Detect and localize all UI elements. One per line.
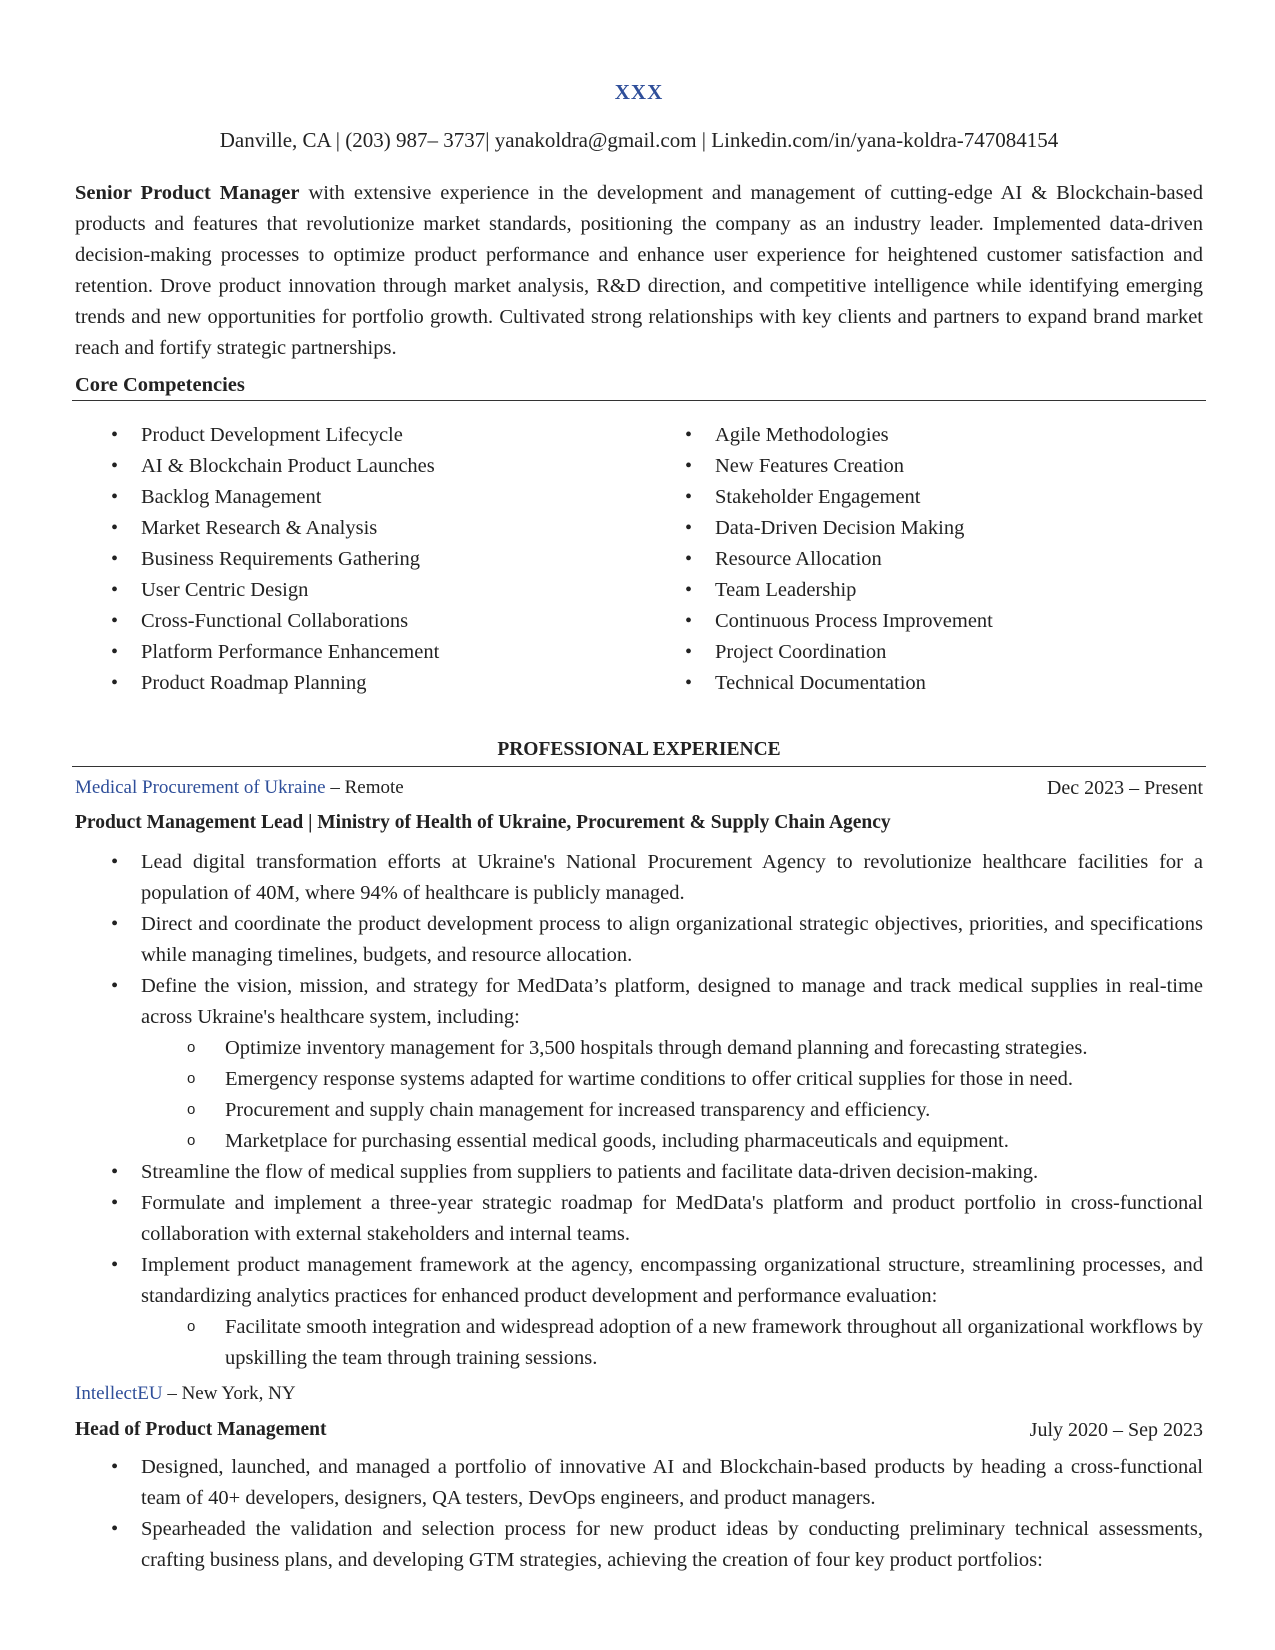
list-item: • Technical Documentation: [649, 668, 993, 699]
list-item: • Team Leadership: [649, 575, 993, 606]
competencies-right-list: [649, 420, 993, 699]
summary-text: with extensive experience in the development and management of cutting-edge AI & Blockchain-based products and features that revolutionize market standards, positioning the company as an industry leader. Implemented data-driven decision-making processes to optimize product performance and enhance user experience for heightened customer satisfaction and retention. Drove product innovation through market analysis, R&D direction, and competitive intelligence while identifying emerging trends and new opportunities for portfolio growth. Cultivated strong relationships with key clients and partners to expand brand market reach and fortify strategic partnerships.: [75, 182, 1203, 359]
summary-lead: Senior Product Manager: [75, 182, 300, 204]
job-header: [75, 777, 1203, 799]
job-bullet: • Direct and coordinate the product development process to align organizational strategic objectives, priorities, and specifications while managing timelines, budgets, and resource allocation.: [141, 909, 1203, 971]
list-item: • Project Coordination: [649, 637, 993, 668]
job-location: – Remote: [325, 777, 404, 798]
list-item: • Cross-Functional Collaborations: [75, 606, 439, 637]
list-item: • Stakeholder Engagement: [649, 482, 993, 513]
list-item: • Agile Methodologies: [649, 420, 993, 451]
list-item: • Product Development Lifecycle: [75, 420, 439, 451]
job-header: [75, 1383, 1203, 1405]
list-item: • AI & Blockchain Product Launches: [75, 451, 439, 482]
job-sub-bullet: o Facilitate smooth integration and widespread adoption of a new framework throughout all organizational workflows by upskilling the team through training sessions.: [225, 1312, 1203, 1374]
job-bullet: • Implement product management framework at the agency, encompassing organizational structure, streamlining processes, and standardizing analytics practices for enhanced product development and performance evaluation:: [141, 1250, 1203, 1312]
list-item: • Platform Performance Enhancement: [75, 637, 439, 668]
job-sub-bullet: o Procurement and supply chain management for increased transparency and efficiency.: [225, 1095, 1203, 1126]
job-bullet: • Lead digital transformation efforts at Ukraine's National Procurement Agency to revolutionize healthcare facilities for a population of 40M, where 94% of healthcare is publicly managed.: [141, 847, 1203, 909]
list-item: • Market Research & Analysis: [75, 513, 439, 544]
list-item: • User Centric Design: [75, 575, 439, 606]
job-bullet: • Designed, launched, and managed a portfolio of innovative AI and Blockchain-based products by heading a cross-functional team of 40+ developers, designers, QA testers, DevOps engineers, and product managers.: [141, 1452, 1203, 1514]
competencies-left-list: [75, 420, 439, 699]
job-role: Product Management Lead | Ministry of Health of Ukraine, Procurement & Supply Chain Agency: [75, 812, 891, 833]
contact-line: Danville, CA | (203) 987– 3737| yanakoldra@gmail.com | Linkedin.com/in/yana-koldra-747084154: [219, 128, 1059, 152]
list-item: • Continuous Process Improvement: [649, 606, 993, 637]
job-sub-bullet: o Optimize inventory management for 3,500 hospitals through demand planning and forecasting strategies.: [225, 1033, 1203, 1064]
list-item: • Business Requirements Gathering: [75, 544, 439, 575]
job-location: – New York, NY: [162, 1383, 296, 1404]
list-item: • Product Roadmap Planning: [75, 668, 439, 699]
job-dates: July 2020 – Sep 2023: [1029, 1419, 1203, 1441]
job-role-title: Head of Product Management: [75, 1419, 327, 1440]
competencies-divider: [72, 400, 1206, 401]
job-bullet: • Define the vision, mission, and strategy for MedData’s platform, designed to manage and track medical supplies in real-time across Ukraine's healthcare system, including:: [141, 971, 1203, 1033]
summary-paragraph: [75, 178, 1203, 364]
list-item: • Resource Allocation: [649, 544, 993, 575]
job-bullet: • Formulate and implement a three-year strategic roadmap for MedData's platform and product portfolio in cross-functional collaboration with external stakeholders and internal teams.: [141, 1188, 1203, 1250]
company-name: Medical Procurement of Ukraine: [75, 777, 326, 798]
job-bullet: • Streamline the flow of medical supplies from suppliers to patients and facilitate data-driven decision-making.: [141, 1157, 1203, 1188]
list-item: • New Features Creation: [649, 451, 993, 482]
experience-heading: PROFESSIONAL EXPERIENCE: [497, 739, 781, 760]
job-dates: Dec 2023 – Present: [1046, 777, 1203, 799]
candidate-name: XXX: [614, 80, 664, 104]
job-bullet: • Spearheaded the validation and selection process for new product ideas by conducting preliminary technical assessments, crafting business plans, and developing GTM strategies, achieving the creation of four key product portfolios:: [141, 1514, 1203, 1576]
company-name: IntellectEU: [75, 1383, 163, 1404]
competencies-heading: Core Competencies: [75, 374, 245, 396]
list-item: • Data-Driven Decision Making: [649, 513, 993, 544]
job-role: [75, 1419, 1203, 1441]
list-item: • Backlog Management: [75, 482, 439, 513]
job-sub-bullet: o Marketplace for purchasing essential medical goods, including pharmaceuticals and equipment.: [225, 1126, 1203, 1157]
job-sub-bullet: o Emergency response systems adapted for wartime conditions to offer critical supplies for those in need.: [225, 1064, 1203, 1095]
experience-divider: [72, 766, 1206, 767]
